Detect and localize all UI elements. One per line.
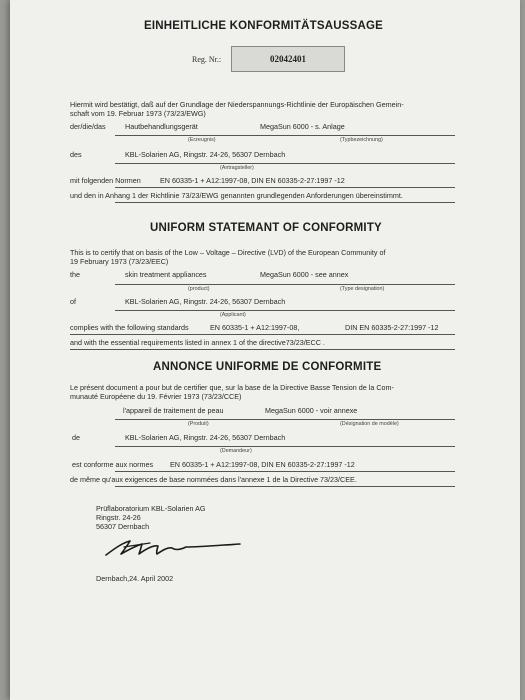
german-norms: EN 60335-1 + A12:1997-08, DIN EN 60335-2-27:1997 -12 [160,176,345,185]
english-norms-line [70,334,455,335]
english-intro-line1: This is to certify that on basis of the Low – Voltage – Directive (LVD) of the European Community of [70,248,386,257]
footer-city: 56307 Dernbach [96,522,150,531]
german-type-caption: (Typbezeichnung) [340,137,383,143]
english-intro-line2: 19 February 1973 (73/23/EEC) [70,257,169,266]
footer-lab: Prüflaboratorium KBL-Solarien AG [96,504,206,513]
german-closing-line [115,202,455,203]
english-applicant-line [115,310,455,311]
french-norms-line [115,471,455,472]
german-applicant-caption: (Antragsteller) [220,165,254,171]
french-type: MegaSun 6000 - voir annexe [265,406,358,415]
french-closing-line [115,486,455,487]
reg-number-value: 02042401 [270,54,306,64]
french-product-caption: (Produit) [188,421,209,427]
german-applicant: KBL-Solarien AG, Ringstr. 24-26, 56307 Dernbach [125,150,286,159]
german-intro-line2: schaft vom 19. Februar 1973 (73/23/EWG) [70,109,206,118]
german-intro-line1: Hiermit wird bestätigt, daß auf der Grundlage der Niederspannungs-Richtlinie der Europäischen Gemein- [70,100,404,109]
french-intro-line1: Le présent document a pour but de certifier que, sur la base de la Directive Basse Tension de la Com- [70,383,394,392]
english-norms-label: complies with the following standards [70,323,189,332]
french-product: l'appareil de traitement de peau [123,406,224,415]
french-product-line [115,419,455,420]
german-title: EINHEITLICHE KONFORMITÄTSAUSSAGE [144,20,383,32]
english-product-caption: (product) [188,286,210,292]
english-of-label: of [70,297,76,306]
french-intro-line2: munauté Européene du 19. Février 1973 (73/23/CCE) [70,392,242,401]
certificate-page [10,0,520,700]
footer-date: Dernbach,24. April 2002 [96,574,174,583]
french-applicant-caption: (Demandeur) [220,448,252,454]
french-title: ANNONCE UNIFORME DE CONFORMITE [153,361,382,373]
french-norms-label: est conforme aux normes [72,460,154,469]
english-closing: and with the essential requirements listed in annex 1 of the directive73/23/ECC . [70,338,325,347]
german-product: Hautbehandlungsgerät [125,122,198,131]
english-type: MegaSun 6000 - see annex [260,270,349,279]
german-product-line [115,135,455,136]
french-de-label: de [72,433,80,442]
english-closing-line [70,349,455,350]
german-closing: und den in Anhang 1 der Richtlinie 73/23/EWG genannten grundlegenden Anforderungen übereinstimmt. [70,191,403,200]
french-applicant-line [115,446,455,447]
reg-number-box [231,46,345,72]
german-applicant-line [115,163,455,164]
german-der-label: der/die/das [70,122,106,131]
reg-number-label: Reg. Nr.: [192,55,222,64]
english-applicant: KBL-Solarien AG, Ringstr. 24-26, 56307 Dernbach [125,297,286,306]
german-norms-label: mit folgenden Normen [70,176,141,185]
english-norm2: DIN EN 60335-2-27:1997 -12 [345,323,439,332]
english-type-caption: (Type designation) [340,286,385,292]
german-product-caption: (Erzeugnis) [188,137,216,143]
german-norms-line [115,187,455,188]
german-type: MegaSun 6000 - s. Anlage [260,122,345,131]
french-applicant: KBL-Solarien AG, Ringstr. 24-26, 56307 Dernbach [125,433,286,442]
german-des-label: des [70,150,82,159]
french-norms: EN 60335-1 + A12:1997-08, DIN EN 60335-2-27:1997 -12 [170,460,355,469]
signature [100,532,250,562]
footer-street: Ringstr. 24-26 [96,513,141,522]
english-applicant-caption: (Applicant) [220,312,246,318]
english-title: UNIFORM STATEMANT OF CONFORMITY [150,222,382,234]
french-type-caption: (Désignation de modèle) [340,421,399,427]
english-the-label: the [70,270,80,279]
french-closing: de même qu'aux exigences de base nommées dans l'annexe 1 de la Directive 73/23/CEE. [70,475,357,484]
english-product: skin treatment appliances [125,270,207,279]
english-norm1: EN 60335-1 + A12:1997-08, [210,323,300,332]
english-product-line [115,284,455,285]
